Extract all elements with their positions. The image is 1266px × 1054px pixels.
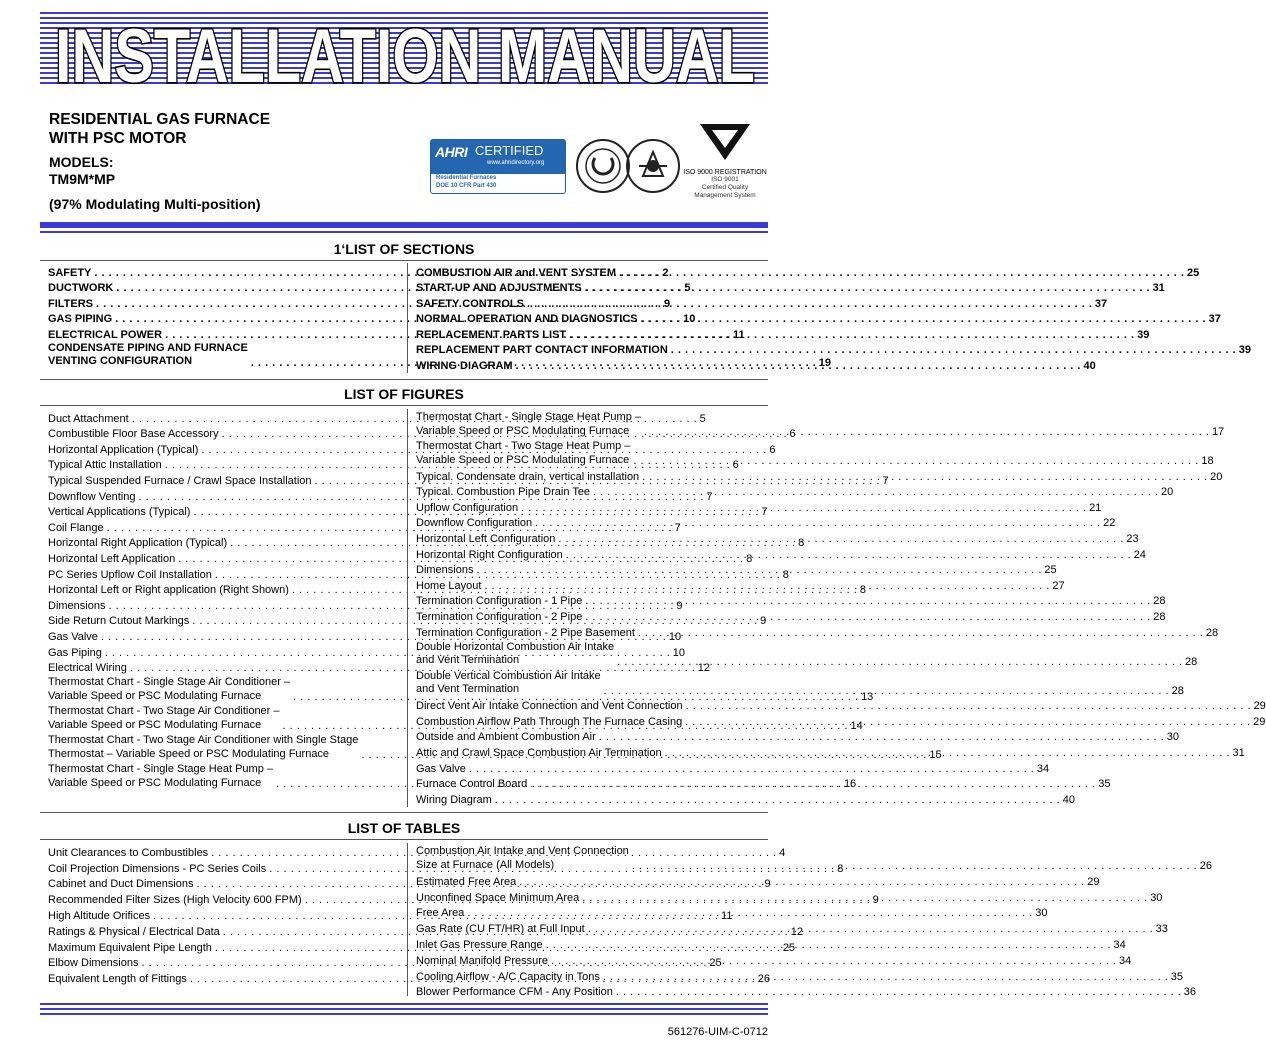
figure-entry[interactable]: Thermostat Chart - Single Stage Heat Pump – Variable Speed or PSC Modulating Furnace . . . 16: [48, 761, 387, 790]
figure-entry[interactable]: Termination Configuration - 1 Pipe . . . 28: [416, 592, 754, 608]
figure-entry[interactable]: Side Return Cutout Markings . . . 9: [48, 612, 387, 628]
toc-entry-wiring-diagram[interactable]: WIRING DIAGRAM . . . 40: [416, 356, 754, 372]
figure-entry[interactable]: Vertical Applications (Typical) . . . 7: [48, 503, 387, 519]
product-title-line2: WITH PSC MOTOR: [49, 130, 187, 147]
sections-heading: 1‘LIST OF SECTIONS: [333, 241, 475, 257]
table-entry[interactable]: Equivalent Length of Fittings . . . 26: [48, 969, 387, 985]
product-title-line1: RESIDENTIAL GAS FURNACE: [49, 111, 271, 128]
toc-entry-ductwork[interactable]: DUCTWORK . . . 5: [48, 279, 385, 295]
banner-title: [55, 14, 755, 99]
table-entry[interactable]: Unconfined Space Minimum Area . . . 30: [416, 888, 754, 904]
toc-entry-replacement-contact[interactable]: REPLACEMENT PART CONTACT INFORMATION . . . 39: [416, 341, 754, 357]
figure-entry[interactable]: Thermostat Chart - Two Stage Air Conditioner – Variable Speed or PSC Modulating Furnace . . . 14: [48, 703, 387, 732]
figure-entry[interactable]: Horizontal Left Configuration . . . 23: [416, 529, 754, 545]
figure-entry[interactable]: Combustible Floor Base Accessory . . . 6: [48, 425, 387, 441]
figure-entry[interactable]: Upflow Configuration . . . 21: [416, 498, 754, 514]
figure-entry[interactable]: Horizontal Left Application . . . 8: [48, 549, 387, 565]
iso-logo-icon: [683, 120, 767, 176]
toc-entry-filters[interactable]: FILTERS . . . 9: [48, 294, 385, 310]
table-entry[interactable]: Inlet Gas Pressure Range . . . 34: [416, 935, 754, 951]
figure-entry[interactable]: Typical Suspended Furnace / Crawl Space Installation . . . 7: [48, 471, 387, 487]
figure-entry[interactable]: Direct Vent Air Intake Connection and Vent Connection . . . 29: [416, 697, 754, 713]
toc-entry-safety-controls[interactable]: SAFETY CONTROLS . . . 37: [416, 294, 754, 310]
figures-heading: LIST OF FIGURES: [344, 386, 464, 402]
toc-entry-replacement-parts[interactable]: REPLACEMENT PARTS LIST . . . 39: [416, 325, 754, 341]
product-subtitle: (97% Modulating Multi-position): [49, 196, 261, 212]
figure-entry[interactable]: Gas Piping . . . 10: [48, 643, 387, 659]
figures-rule-top: [40, 379, 768, 380]
toc-entry-combustion-air[interactable]: COMBUSTION AIR and VENT SYSTEM . . . 25: [416, 263, 754, 279]
figure-entry[interactable]: Gas Valve . . . 34: [416, 759, 754, 775]
figure-entry[interactable]: Downflow Configuration . . . 22: [416, 514, 754, 530]
product-title: [49, 110, 270, 148]
table-entry[interactable]: Cooling Airflow - A/C Capacity in Tons . . . 35: [416, 967, 754, 983]
tables-heading: LIST OF TABLES: [347, 820, 461, 836]
table-entry[interactable]: Cabinet and Duct Dimensions . . . 9: [48, 875, 387, 891]
table-entry[interactable]: Gas Rate (CU FT/HR) at Full Input . . . 33: [416, 919, 754, 935]
footer-divider-thin-3: [40, 1013, 768, 1015]
ahri-line1: Residential Furnaces: [436, 175, 497, 181]
figure-entry[interactable]: Typical. Combustion Pipe Drain Tee . . . 20: [416, 483, 754, 499]
svg-text:INSTALLATION MANUAL: INSTALLATION MANUAL: [55, 14, 755, 99]
figure-entry[interactable]: Furnace Control Board . . . 35: [416, 775, 754, 791]
toc-entry-electrical-power[interactable]: ELECTRICAL POWER . . . 11: [48, 325, 385, 341]
footer-divider-thin-1: [40, 1003, 768, 1005]
figure-entry[interactable]: Horizontal Right Application (Typical) . . . 8: [48, 534, 387, 550]
figure-entry[interactable]: Double Vertical Combustion Air Intake and Vent Termination . . . 28: [416, 668, 754, 697]
figure-entry[interactable]: Wiring Diagram . . . 40: [416, 790, 754, 806]
figure-entry[interactable]: Horizontal Right Configuration . . . 24: [416, 545, 754, 561]
figure-entry[interactable]: Thermostat Chart - Single Stage Heat Pump – Variable Speed or PSC Modulating Furnace . . . 17: [416, 409, 754, 438]
figure-entry[interactable]: Gas Valve . . . 10: [48, 627, 387, 643]
figures-rule: [40, 405, 768, 406]
figure-entry[interactable]: Attic and Crawl Space Combustion Air Termination . . . 31: [416, 743, 754, 759]
svg-text:ISO 9000 REGISTRATION: ISO 9000 REGISTRATION: [683, 169, 767, 176]
toc-entry-gas-piping[interactable]: GAS PIPING . . . 10: [48, 310, 385, 326]
figure-entry[interactable]: Dimensions . . . 9: [48, 596, 387, 612]
table-entry[interactable]: Combustion Air Intake and Vent Connection Size at Furnace (All Models) . . . 26: [416, 843, 754, 872]
tables-rule: [40, 839, 768, 840]
figure-entry[interactable]: Horizontal Application (Typical) . . . 6: [48, 440, 387, 456]
figure-entry[interactable]: Typical. Condensate drain, vertical installation . . . 20: [416, 467, 754, 483]
header-divider: [40, 222, 768, 228]
figure-entry[interactable]: Typical Attic Installation . . . 6: [48, 456, 387, 472]
ahri-certified-text: CERTIFIED: [475, 143, 544, 158]
figure-entry[interactable]: Duct Attachment . . . 5: [48, 409, 387, 425]
model-number: TM9M*MP: [49, 171, 116, 187]
ahri-line2: DOE 10 CFR Part 430: [436, 183, 497, 189]
table-entry[interactable]: Elbow Dimensions . . . 25: [48, 954, 387, 970]
figure-entry[interactable]: Home Layout . . . 27: [416, 576, 754, 592]
figure-entry[interactable]: Outside and Ambient Combustion Air . . . 30: [416, 728, 754, 744]
figure-entry[interactable]: Dimensions . . . 25: [416, 561, 754, 577]
tables-column-divider: [407, 843, 408, 996]
figure-entry[interactable]: Thermostat Chart - Single Stage Air Conditioner – Variable Speed or PSC Modulating Furnace . . . 13: [48, 674, 387, 703]
toc-entry-normal-operation[interactable]: NORMAL OPERATION AND DIAGNOSTICS . . . 37: [416, 310, 754, 326]
ahri-url: www.ahridirectory.org: [487, 160, 545, 166]
figure-entry[interactable]: PC Series Upflow Coil Installation . . . 8: [48, 565, 387, 581]
table-entry[interactable]: Coil Projection Dimensions - PC Series Coils . . . 8: [48, 859, 387, 875]
document-code: 561276-UIM-C-0712: [667, 1026, 768, 1038]
figure-entry[interactable]: Termination Configuration - 2 Pipe . . . 28: [416, 607, 754, 623]
figure-entry[interactable]: Thermostat Chart - Two Stage Heat Pump – Variable Speed or PSC Modulating Furnace . . . 18: [416, 438, 754, 467]
footer-divider-thin-2: [40, 1008, 768, 1010]
toc-entry-startup[interactable]: START-UP AND ADJUSTMENTS . . . 31: [416, 279, 754, 295]
figure-entry[interactable]: Thermostat Chart - Two Stage Air Conditioner with Single Stage Thermostat – Variable Speed or PSC Modulating Furnace . . . 15: [48, 732, 387, 761]
figure-entry[interactable]: Electrical Wiring . . . 12: [48, 659, 387, 675]
header-divider-thin: [40, 231, 768, 233]
table-entry[interactable]: Blower Performance CFM - Any Position . . . 36: [416, 983, 754, 999]
tables-rule-top: [40, 812, 768, 813]
figures-column-divider: [407, 409, 408, 807]
table-entry[interactable]: Estimated Free Area . . . 29: [416, 872, 754, 888]
table-entry[interactable]: Free Area . . . 30: [416, 904, 754, 920]
ahri-wordmark: AHRI: [435, 144, 468, 160]
sections-column-divider: [407, 263, 408, 373]
figure-entry[interactable]: Double Horizontal Combustion Air Intake and Vent Termination . . . 28: [416, 639, 754, 668]
figure-entry[interactable]: Combustion Airflow Path Through The Furnace Casing . . . 29: [416, 712, 754, 728]
table-entry[interactable]: High Altitude Orifices . . . 11: [48, 906, 387, 922]
models-label: MODELS:: [49, 154, 114, 170]
table-entry[interactable]: Recommended Filter Sizes (High Velocity 600 FPM) . . . 9: [48, 890, 387, 906]
table-entry[interactable]: Ratings & Physical / Electrical Data . . . 12: [48, 922, 387, 938]
models-block: [49, 154, 115, 188]
table-entry[interactable]: Maximum Equivalent Pipe Length . . . 25: [48, 938, 387, 954]
figure-entry[interactable]: Horizontal Left or Right application (Right Shown) . . . 8: [48, 581, 387, 597]
sections-rule: [40, 260, 768, 261]
toc-entry-safety[interactable]: SAFETY . . . 2: [48, 263, 385, 279]
table-entry[interactable]: Nominal Manifold Pressure . . . 34: [416, 951, 754, 967]
table-entry[interactable]: Unit Clearances to Combustibles . . . 4: [48, 843, 387, 859]
ahri-certified-logo: [430, 139, 566, 194]
figure-entry[interactable]: Coil Flange . . . 7: [48, 518, 387, 534]
figure-entry[interactable]: Downflow Venting . . . 7: [48, 487, 387, 503]
figure-entry[interactable]: Termination Configuration - 2 Pipe Basement . . . 28: [416, 623, 754, 639]
iso-certification-text: ISO 9001 Certified Quality Management System: [694, 176, 756, 199]
toc-entry-condensate-piping[interactable]: CONDENSATE PIPING AND FURNACE VENTING CONFIGURATION . . . 19: [48, 341, 385, 369]
certification-seals-icon: [573, 136, 685, 196]
